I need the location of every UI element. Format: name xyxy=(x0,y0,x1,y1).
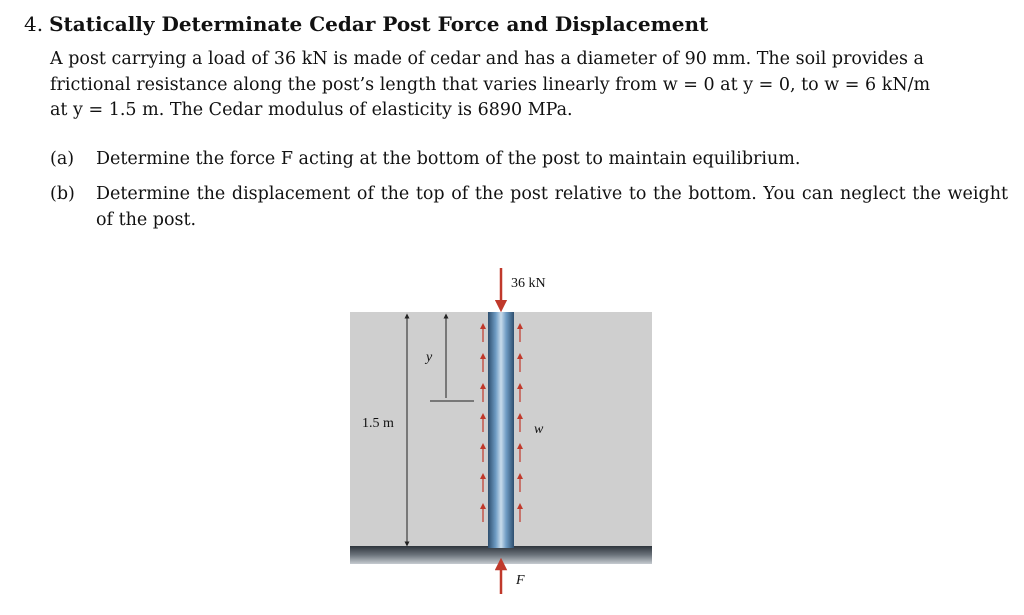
part-b-text: Determine the displacement of the top of the post relative to the bottom. You can neglect the weight of the post. xyxy=(96,184,1008,230)
problem-title: Statically Determinate Cedar Post Force and Displacement xyxy=(49,12,709,36)
part-a-label: (a) xyxy=(50,149,75,169)
load-label: 36 kN xyxy=(511,276,546,291)
f-label: F xyxy=(516,573,525,588)
part-a-text: Determine the force F acting at the bottom of the post to maintain equilibrium. xyxy=(96,149,801,169)
figure-drawing xyxy=(340,264,660,604)
cedar-post xyxy=(488,312,514,548)
height-label: 1.5 m xyxy=(362,416,394,431)
part-b-label: (b) xyxy=(50,184,75,204)
problem-number: 4. xyxy=(24,12,44,36)
statement-line: frictional resistance along the post’s length that varies linearly from w = 0 at y = 0, to w = 6 kN/m xyxy=(50,74,931,95)
problem-statement xyxy=(50,47,1008,124)
problem-heading xyxy=(24,12,708,36)
post-figure xyxy=(340,264,660,604)
statement-line: A post carrying a load of 36 kN is made of cedar and has a diameter of 90 mm. The soil provides a xyxy=(50,49,924,69)
w-label: w xyxy=(534,422,544,437)
y-label: y xyxy=(426,350,433,365)
ground-base xyxy=(350,546,652,564)
statement-line: at y = 1.5 m. The Cedar modulus of elasticity is 6890 MPa. xyxy=(50,100,573,120)
